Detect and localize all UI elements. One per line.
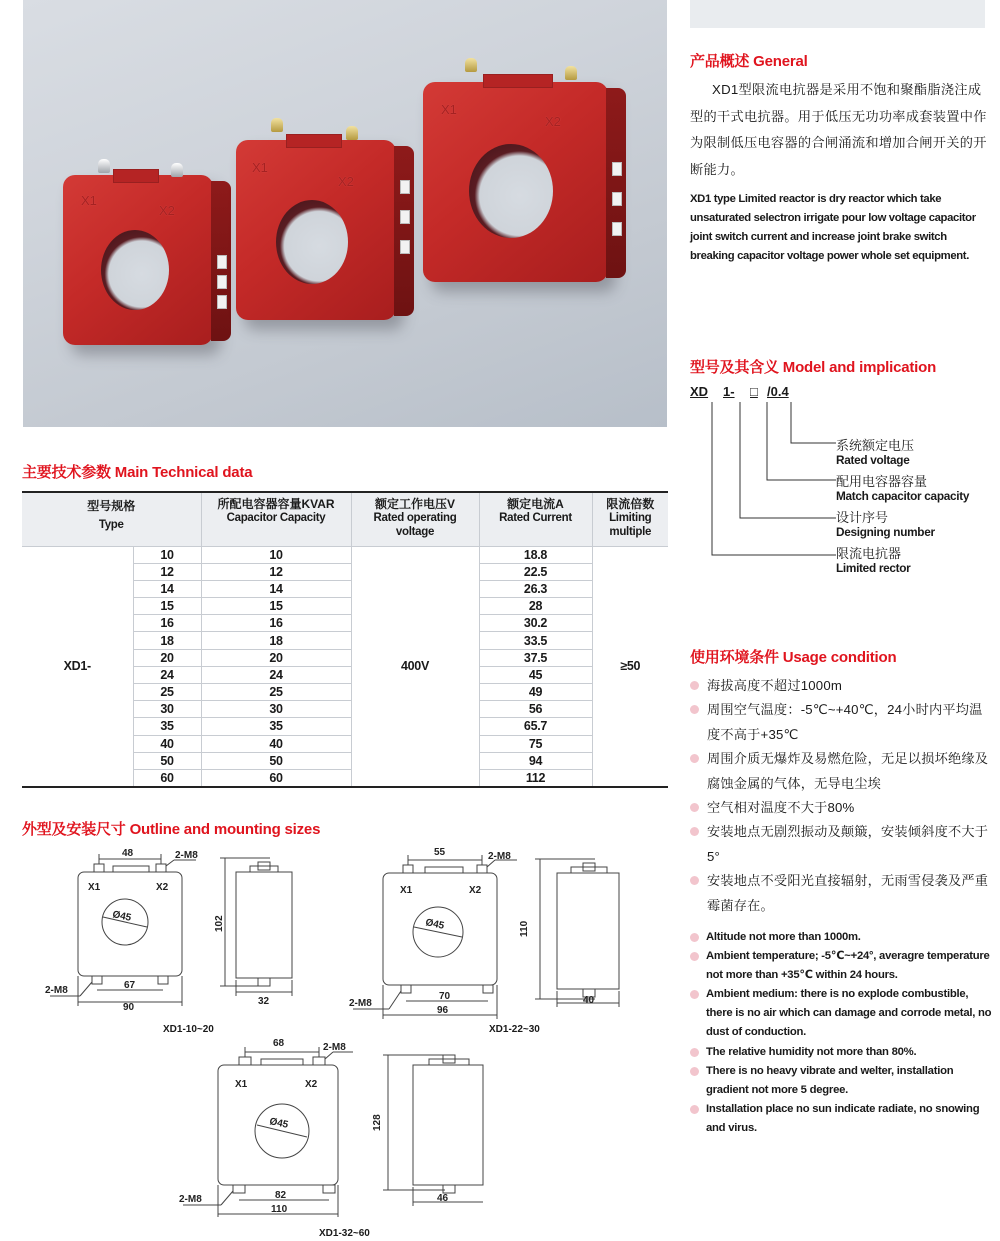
product-photo (23, 0, 667, 427)
reactor-large (423, 82, 608, 282)
type-cell: 15 (133, 598, 201, 615)
capacity-cell: 24 (201, 666, 351, 683)
dim-bolt-top: 2-M8 (323, 1042, 346, 1053)
current-cell: 65.7 (479, 718, 592, 735)
type-prefix-cell: XD1- (22, 546, 133, 787)
dim-top-span: 68 (273, 1038, 285, 1049)
bullet-icon (690, 1105, 699, 1114)
capacity-cell: 30 (201, 701, 351, 718)
type-cell: 18 (133, 632, 201, 649)
dim-height: 128 (372, 1114, 383, 1131)
header-gray-band (690, 0, 985, 28)
bullet-icon (690, 705, 699, 714)
dim-top-span: 55 (434, 847, 446, 858)
model-code-capacity: □ (750, 384, 758, 399)
terminal-label-x2: X2 (338, 174, 354, 189)
usage-list-cn (690, 674, 995, 918)
usage-item: 空气相对温度不大于80% (690, 796, 995, 820)
reactor-hole (101, 230, 169, 310)
current-cell: 18.8 (479, 546, 592, 563)
outline-drawing-xd1-32-60 (175, 1035, 475, 1220)
reactor-small (63, 175, 213, 345)
terminal-label-x2: X2 (545, 114, 561, 129)
type-cell: 35 (133, 718, 201, 735)
terminal-x2: X2 (305, 1079, 318, 1090)
capacity-cell: 25 (201, 684, 351, 701)
terminal-x1: X1 (235, 1079, 248, 1090)
dim-bolt-bottom: 2-M8 (45, 985, 68, 996)
drawing-caption: XD1-10~20 (163, 1024, 214, 1035)
technical-data-table (22, 491, 668, 788)
dim-height: 102 (214, 915, 225, 932)
current-cell: 26.3 (479, 580, 592, 597)
capacity-cell: 14 (201, 580, 351, 597)
current-cell: 56 (479, 701, 592, 718)
terminal-x1: X1 (400, 885, 413, 896)
terminal-label-x2: X2 (159, 203, 175, 218)
model-implication-diagram (690, 400, 1000, 590)
type-cell: 30 (133, 701, 201, 718)
type-cell: 40 (133, 735, 201, 752)
capacity-cell: 20 (201, 649, 351, 666)
current-cell: 30.2 (479, 615, 592, 632)
dim-depth: 46 (437, 1193, 449, 1204)
dim-depth: 32 (258, 996, 270, 1007)
usage-item: 安装地点无剧烈振动及颠簸，安装倾斜度不大于5° (690, 820, 995, 869)
general-heading: 产品概述 General (690, 53, 808, 70)
capacity-cell: 12 (201, 563, 351, 580)
current-cell: 94 (479, 752, 592, 769)
terminal-label-x1: X1 (81, 193, 97, 208)
outline-heading: 外型及安装尺寸 Outline and mounting sizes (22, 821, 321, 838)
model-label-limited-reactor: 限流电抗器 Limited rector (836, 546, 911, 575)
usage-heading: 使用环境条件 Usage condition (690, 649, 897, 666)
table-row (22, 546, 668, 563)
current-cell: 37.5 (479, 649, 592, 666)
model-label-design-number: 设计序号 Designing number (836, 510, 935, 539)
type-cell: 24 (133, 666, 201, 683)
table-header-row (22, 492, 668, 546)
dim-hole: Ø45 (424, 917, 446, 932)
terminal-x2: X2 (469, 885, 482, 896)
usage-item: 海拔高度不超过1000m (690, 674, 995, 698)
usage-item: 周围空气温度：-5℃~+40℃，24小时内平均温度不高于+35℃ (690, 698, 995, 747)
type-cell: 50 (133, 752, 201, 769)
usage-item: 安装地点不受阳光直接辐射，无雨雪侵袭及严重霉菌存在。 (690, 869, 995, 918)
usage-item: Installation place no sun indicate radiate, no snowing and virus. (690, 1100, 995, 1138)
dim-bottom-inner: 82 (275, 1190, 287, 1201)
dim-hole: Ø45 (268, 1116, 290, 1131)
limiting-cell: ≥50 (592, 546, 668, 787)
drawing-caption: XD1-22~30 (489, 1024, 540, 1035)
header-rated-voltage: 额定工作电压V Rated operating voltage (351, 492, 479, 546)
current-cell: 22.5 (479, 563, 592, 580)
model-heading: 型号及其含义 Model and implication (690, 359, 937, 376)
dim-hole: Ø45 (111, 909, 133, 924)
model-code-xd: XD (690, 384, 709, 399)
capacity-cell: 10 (201, 546, 351, 563)
model-label-rated-voltage: 系统额定电压 Rated voltage (836, 438, 915, 467)
dim-bolt-bottom: 2-M8 (349, 998, 372, 1009)
dim-width: 96 (437, 1005, 449, 1016)
model-label-capacity: 配用电容器容量 Match capacitor capacity (836, 474, 970, 503)
capacity-cell: 18 (201, 632, 351, 649)
bullet-icon (690, 1048, 699, 1057)
bullet-icon (690, 933, 699, 942)
type-cell: 12 (133, 563, 201, 580)
bullet-icon (690, 876, 699, 885)
type-cell: 10 (133, 546, 201, 563)
header-capacitor-capacity: 所配电容器容量KVAR Capacitor Capacity (201, 492, 351, 546)
current-cell: 33.5 (479, 632, 592, 649)
capacity-cell: 60 (201, 769, 351, 787)
reactor-hole (469, 144, 553, 238)
reactor-hole (276, 200, 348, 284)
usage-list-en (690, 928, 995, 1138)
type-cell: 16 (133, 615, 201, 632)
current-cell: 75 (479, 735, 592, 752)
bullet-icon (690, 990, 699, 999)
dim-width: 90 (123, 1002, 135, 1013)
model-code-series: 1- (723, 384, 735, 399)
dim-bolt-top: 2-M8 (488, 851, 511, 862)
type-cell: 20 (133, 649, 201, 666)
capacity-cell: 15 (201, 598, 351, 615)
current-cell: 49 (479, 684, 592, 701)
current-cell: 112 (479, 769, 592, 787)
dim-bolt-top: 2-M8 (175, 850, 198, 861)
voltage-cell: 400V (351, 546, 479, 787)
terminal-label-x1: X1 (441, 102, 457, 117)
technical-data-heading: 主要技术参数 Main Technical data (22, 464, 253, 481)
general-description-cn: XD1型限流电抗器是采用不饱和聚酯脂浇注成型的干式电抗器。用于低压无功功率成套装置中作为限制低压电容器的合闸涌流和增加合闸开关的开断能力。 (690, 82, 987, 177)
type-cell: 60 (133, 769, 201, 787)
usage-item: Ambient temperature; -5℃~+24°, averagre temperature not more than +35℃ within 24 hours. (690, 947, 995, 985)
type-cell: 14 (133, 580, 201, 597)
capacity-cell: 35 (201, 718, 351, 735)
dim-depth: 40 (583, 995, 595, 1006)
model-code-voltage: /0.4 (767, 384, 789, 399)
terminal-label-x1: X1 (252, 160, 268, 175)
capacity-cell: 40 (201, 735, 351, 752)
bullet-icon (690, 827, 699, 836)
general-description-en: XD1 type Limited reactor is dry reactor which take unsaturated selectron irrigate pour low voltage capacitor joint switch current and increase joint brake switch breaking capacitor voltage power whole set equipment. (690, 193, 976, 262)
bullet-icon (690, 754, 699, 763)
usage-item: There is no heavy vibrate and welter, installation gradient not more 5 degree. (690, 1062, 995, 1100)
dim-bottom-inner: 70 (439, 991, 451, 1002)
bullet-icon (690, 1067, 699, 1076)
drawing-caption: XD1-32~60 (319, 1228, 370, 1239)
capacity-cell: 16 (201, 615, 351, 632)
reactor-medium (236, 140, 396, 320)
outline-drawing-xd1-10-20 (40, 850, 300, 1015)
dim-top-span: 48 (122, 848, 134, 859)
usage-item: Altitude not more than 1000m. (690, 928, 995, 947)
dim-bottom-inner: 67 (124, 980, 136, 991)
terminal-x2: X2 (156, 882, 169, 893)
bullet-icon (690, 803, 699, 812)
dim-width: 110 (271, 1204, 288, 1215)
bullet-icon (690, 952, 699, 961)
dim-height: 110 (519, 920, 530, 937)
type-cell: 25 (133, 684, 201, 701)
usage-item: The relative humidity not more than 80%. (690, 1043, 995, 1062)
usage-item: 周围介质无爆炸及易燃危险，无足以损坏绝缘及腐蚀金属的气体，无导电尘埃 (690, 747, 995, 796)
capacity-cell: 50 (201, 752, 351, 769)
bullet-icon (690, 681, 699, 690)
usage-item: Ambient medium: there is no explode combustible, there is no air which can damage and corrode metal, no dust of conduction. (690, 985, 995, 1042)
terminal-x1: X1 (88, 882, 101, 893)
current-cell: 28 (479, 598, 592, 615)
header-type: 型号规格 Type (22, 492, 201, 546)
header-limiting-multiple: 限流倍数 Limiting multiple (592, 492, 668, 546)
header-rated-current: 额定电流A Rated Current (479, 492, 592, 546)
current-cell: 45 (479, 666, 592, 683)
dim-bolt-bottom: 2-M8 (179, 1194, 202, 1205)
outline-drawing-xd1-22-30 (345, 845, 635, 1020)
